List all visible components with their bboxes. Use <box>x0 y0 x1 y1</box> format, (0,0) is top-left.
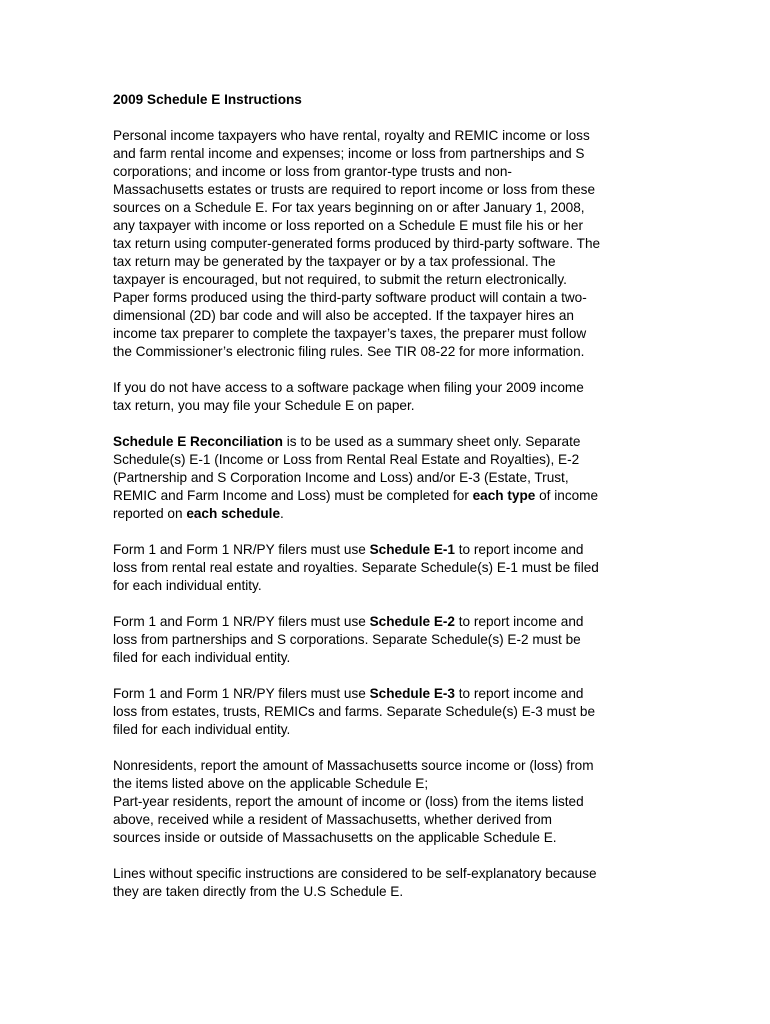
text-line: If you do not have access to a software package when filing your 2009 income <box>113 380 584 395</box>
text-line: they are taken directly from the U.S Schedule E. <box>113 884 404 899</box>
text-run: Form 1 and Form 1 NR/PY filers must use <box>113 686 370 701</box>
text-line: Personal income taxpayers who have rental, royalty and REMIC income or loss <box>113 128 590 143</box>
text-line <box>113 505 661 523</box>
document-body <box>113 91 661 901</box>
text-run: to report income and <box>454 542 584 557</box>
text-line: filed for each individual entity. <box>113 722 291 737</box>
text-line: and farm rental income and expenses; income or loss from partnerships and S <box>113 146 585 161</box>
paragraph-overview <box>113 127 661 361</box>
text-line <box>113 487 661 505</box>
text-run: REMIC and Farm Income and Loss) must be completed for <box>113 488 473 503</box>
text-line: Nonresidents, report the amount of Massachusetts source income or (loss) from <box>113 758 594 773</box>
text-line: the items listed above on the applicable Schedule E; <box>113 776 429 791</box>
text-line: filed for each individual entity. <box>113 650 291 665</box>
document-title: 2009 Schedule E Instructions <box>113 92 302 107</box>
bold-term: Schedule E Reconciliation <box>113 434 283 449</box>
text-line <box>113 541 661 559</box>
text-run: Form 1 and Form 1 NR/PY filers must use <box>113 542 370 557</box>
bold-term: Schedule E-2 <box>369 614 455 629</box>
text-run: to report income and <box>454 686 584 701</box>
text-line: (Partnership and S Corporation Income and Loss) and/or E-3 (Estate, Trust, <box>113 470 569 485</box>
text-run: reported on <box>113 506 187 521</box>
text-run: to report income and <box>454 614 584 629</box>
paragraph-schedule-e1 <box>113 541 661 595</box>
text-line: for each individual entity. <box>113 578 262 593</box>
text-line: dimensional (2D) bar code and will also be accepted. If the taxpayer hires an <box>113 308 574 323</box>
text-line: Part-year residents, report the amount of income or (loss) from the items listed <box>113 794 584 809</box>
text-line: loss from rental real estate and royalties. Separate Schedule(s) E-1 must be filed <box>113 560 599 575</box>
paragraph-schedule-e2 <box>113 613 661 667</box>
paragraph-schedule-e3 <box>113 685 661 739</box>
text-run: Form 1 and Form 1 NR/PY filers must use <box>113 614 370 629</box>
bold-term: each type <box>472 488 536 503</box>
paragraph-lines-note <box>113 865 661 901</box>
text-line <box>113 685 661 703</box>
text-line: Lines without specific instructions are considered to be self-explanatory because <box>113 866 597 881</box>
bold-term: Schedule E-3 <box>369 686 455 701</box>
text-line: corporations; and income or loss from grantor-type trusts and non- <box>113 164 512 179</box>
text-line: sources inside or outside of Massachusetts on the applicable Schedule E. <box>113 830 557 845</box>
text-line: loss from partnerships and S corporations. Separate Schedule(s) E-2 must be <box>113 632 581 647</box>
text-line: any taxpayer with income or loss reported on a Schedule E must file his or her <box>113 218 583 233</box>
text-line: Schedule(s) E-1 (Income or Loss from Rental Real Estate and Royalties), E-2 <box>113 452 580 467</box>
paragraph-residents <box>113 757 661 847</box>
bold-term: each schedule <box>186 506 281 521</box>
text-line: tax return may be generated by the taxpayer or by a tax professional. The <box>113 254 556 269</box>
text-line: Massachusetts estates or trusts are required to report income or loss from these <box>113 182 596 197</box>
text-line: loss from estates, trusts, REMICs and farms. Separate Schedule(s) E-3 must be <box>113 704 596 719</box>
paragraph-paper-filing <box>113 379 661 415</box>
text-line: the Commissioner’s electronic filing rules. See TIR 08-22 for more information. <box>113 344 585 359</box>
text-run: of income <box>535 488 599 503</box>
text-line: Paper forms produced using the third-party software product will contain a two- <box>113 290 587 305</box>
text-line: income tax preparer to complete the taxpayer’s taxes, the preparer must follow <box>113 326 587 341</box>
text-line: tax return using computer-generated forms produced by third-party software. The <box>113 236 601 251</box>
text-line: above, received while a resident of Massachusetts, whether derived from <box>113 812 552 827</box>
paragraph-reconciliation <box>113 433 661 523</box>
text-line <box>113 433 661 451</box>
text-line: tax return, you may file your Schedule E on paper. <box>113 398 415 413</box>
text-run: is to be used as a summary sheet only. Separate <box>282 434 581 449</box>
text-line: sources on a Schedule E. For tax years beginning on or after January 1, 2008, <box>113 200 585 215</box>
text-run: . <box>280 506 284 521</box>
text-line <box>113 613 661 631</box>
bold-term: Schedule E-1 <box>369 542 455 557</box>
text-line: taxpayer is encouraged, but not required, to submit the return electronically. <box>113 272 567 287</box>
